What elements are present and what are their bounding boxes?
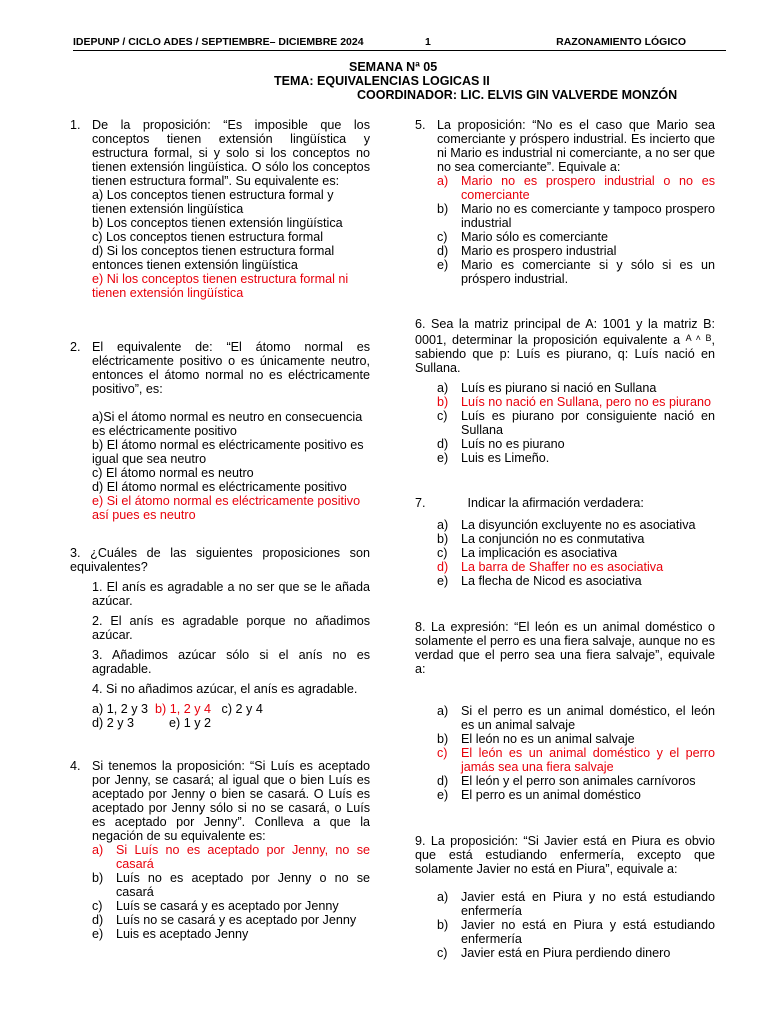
option-e: e) Mario es comerciante si y sólo si es un próspero industrial. [437, 258, 715, 286]
option-a: a) Los conceptos tienen estructura formal y tienen extensión lingüística [92, 188, 334, 216]
header-subject: RAZONAMIENTO LÓGICO [556, 36, 686, 48]
option-d-answer: d) La barra de Shaffer no es asociativa [437, 560, 664, 574]
option-e: e) La flecha de Nicod es asociativa [437, 574, 642, 588]
option-d: d) Luís no se casará y es aceptado por Jenny [92, 913, 357, 927]
question-stem: 9. La proposición: “Si Javier está en Piura es obvio que está estudiando enfermería, excepto que solamente Javier no está en Piura”, equivale a: [415, 834, 715, 876]
question-9 [415, 834, 715, 960]
option-c: c) Los conceptos tienen estructura formal [92, 230, 323, 244]
option-a: a) Javier está en Piura y no está estudiando enfermería [437, 890, 715, 918]
coordinator-title: COORDINADOR: LIC. ELVIS GIN VALVERDE MONZÓN [357, 88, 678, 102]
option-b: b) El átomo normal es eléctricamente positivo es igual que sea neutro [92, 438, 364, 466]
question-4 [70, 759, 370, 941]
question-6 [415, 317, 715, 465]
option-b: b) El león no es un animal salvaje [437, 732, 635, 746]
option-a: a) 1, 2 y 3 [92, 702, 149, 716]
question-2 [70, 340, 370, 522]
option-c: c) Mario sólo es comerciante [437, 230, 608, 244]
option-a-answer: a) Mario no es prospero industrial o no es comerciante [437, 174, 715, 202]
options [415, 704, 715, 802]
options [415, 518, 715, 588]
week-title: SEMANA Nª 05 [349, 60, 438, 74]
question-1 [70, 118, 370, 300]
option-c: c) El átomo normal es neutro [92, 466, 254, 480]
question-stem: 3. ¿Cuáles de las siguientes proposiciones son equivalentes? [70, 546, 370, 574]
option-b-answer: b) Luís no nació en Sullana, pero no es piurano [437, 395, 711, 409]
options [70, 843, 370, 941]
options [70, 410, 370, 522]
statement-1: 1. El anís es agradable a no ser que se le añada azúcar. [92, 580, 370, 608]
option-b: b) Los conceptos tienen extensión lingüística [92, 216, 343, 230]
topic-title: TEMA: EQUIVALENCIAS LOGICAS II [274, 74, 490, 88]
option-a: a)Si el átomo normal es neutro en consecuencia es eléctricamente positivo [92, 410, 363, 438]
option-e: e) El perro es un animal doméstico [437, 788, 641, 802]
option-e-answer: e) Si el átomo normal es eléctricamente positivo así pues es neutro [92, 494, 361, 522]
option-d: d) Luís no es piurano [437, 437, 565, 451]
option-e: e) 1 y 2 [169, 716, 211, 730]
option-b: b) Mario no es comerciante y tampoco prospero industrial [437, 202, 715, 230]
question-number: 4. [70, 759, 81, 773]
option-b: b) Javier no está en Piura y está estudiando enfermería [437, 918, 715, 946]
option-b: b) La conjunción no es conmutativa [437, 532, 645, 546]
option-b: b) Luís no es aceptado por Jenny o no se casará [92, 871, 370, 899]
option-c: c) Luís se casará y es aceptado por Jenny [92, 899, 339, 913]
option-d: d) 2 y 3 [92, 716, 134, 730]
question-5 [415, 118, 715, 286]
question-stem: 8. La expresión: “El león es un animal doméstico o solamente el perro es una fiera salvaje, aunque no es verdad que el perro sea una fiera salvaje”, equivale a: [415, 620, 715, 676]
option-a: a) Luís es piurano si nació en Sullana [437, 381, 657, 395]
question-3 [70, 546, 370, 730]
option-e-answer: e) Ni los conceptos tienen estructura formal ni tienen extensión lingüística [92, 272, 349, 300]
operator-superscript: A ˄ B [685, 333, 712, 343]
option-c: c) La implicación es asociativa [437, 546, 618, 560]
option-c: c) Luís es piurano por consiguiente nació en Sullana [437, 409, 715, 437]
option-a: a) La disyunción excluyente no es asociativa [437, 518, 696, 532]
options [415, 381, 715, 465]
option-a: a) Si el perro es un animal doméstico, el león es un animal salvaje [437, 704, 715, 732]
header-page-number: 1 [425, 36, 431, 48]
option-c-answer: c) El león es un animal doméstico y el perro jamás sea una fiera salvaje [437, 746, 715, 774]
option-b-answer: b) 1, 2 y 4 [155, 702, 212, 716]
question-8 [415, 620, 715, 802]
page-header [73, 36, 726, 51]
option-c: c) 2 y 4 [221, 702, 263, 716]
question-stem: Si tenemos la proposición: “Si Luís es aceptado por Jenny, se casará; al igual que o bien Luís es aceptado por Jenny o bien se casará. O Luís es aceptado por Jenny sólo si no se casará, o Luís es aceptado por Jenny”. Conlleva a que la negación de su equivalente es: [92, 759, 370, 843]
option-d: d) El león y el perro son animales carnívoros [437, 774, 696, 788]
option-c: c) Javier está en Piura perdiendo dinero [437, 946, 671, 960]
question-stem: El equivalente de: “El átomo normal es eléctricamente positivo o es únicamente neutro, entonces el átomo normal no es eléctricamente positivo”, es: [92, 340, 370, 396]
question-stem: 6. Sea la matriz principal de A: 1001 y la matriz B: 0001, determinar la proposición equivalente a $^{A ˄ B}$, sabiendo que p: Luís es piurano, q: Luís nació en Sullana. [415, 317, 715, 375]
option-e: e) Luis es Limeño. [437, 451, 550, 465]
options [70, 188, 370, 300]
options [70, 702, 370, 716]
statement-4: 4. Si no añadimos azúcar, el anís es agradable. [92, 682, 358, 696]
option-a-answer: a) Si Luís no es aceptado por Jenny, no se casará [92, 843, 370, 871]
options [415, 174, 715, 286]
question-number: 1. [70, 118, 81, 132]
statement-3: 3. Añadimos azúcar sólo si el anís no es agradable. [92, 648, 370, 676]
option-d: d) El átomo normal es eléctricamente positivo [92, 480, 347, 494]
statement-2: 2. El anís es agradable porque no añadimos azúcar. [92, 614, 370, 642]
option-d: d) Mario es prospero industrial [437, 244, 617, 258]
question-7 [415, 496, 715, 588]
option-e: e) Luis es aceptado Jenny [92, 927, 249, 941]
options [415, 890, 715, 960]
question-stem: La proposición: “No es el caso que Mario sea comerciante y próspero industrial. Es incierto que ni Mario es industrial ni comerciante, a no ser que no sea comerciante”. Equivale a: [437, 118, 715, 174]
header-course: IDEPUNP / CICLO ADES / SEPTIEMBRE– DICIEMBRE 2024 [73, 36, 364, 48]
question-number: 2. [70, 340, 81, 354]
option-d: d) Si los conceptos tienen estructura formal entonces tienen extensión lingüística [92, 244, 335, 272]
question-stem: 7. Indicar la afirmación verdadera: [415, 496, 644, 510]
question-stem: De la proposición: “Es imposible que los conceptos tienen extensión lingüística y estructura formal, si y solo si los conceptos no tienen extensión lingüística. O sólo los conceptos tienen estructura formal”. Su equivalente es: [92, 118, 370, 188]
question-number: 5. [415, 118, 426, 132]
